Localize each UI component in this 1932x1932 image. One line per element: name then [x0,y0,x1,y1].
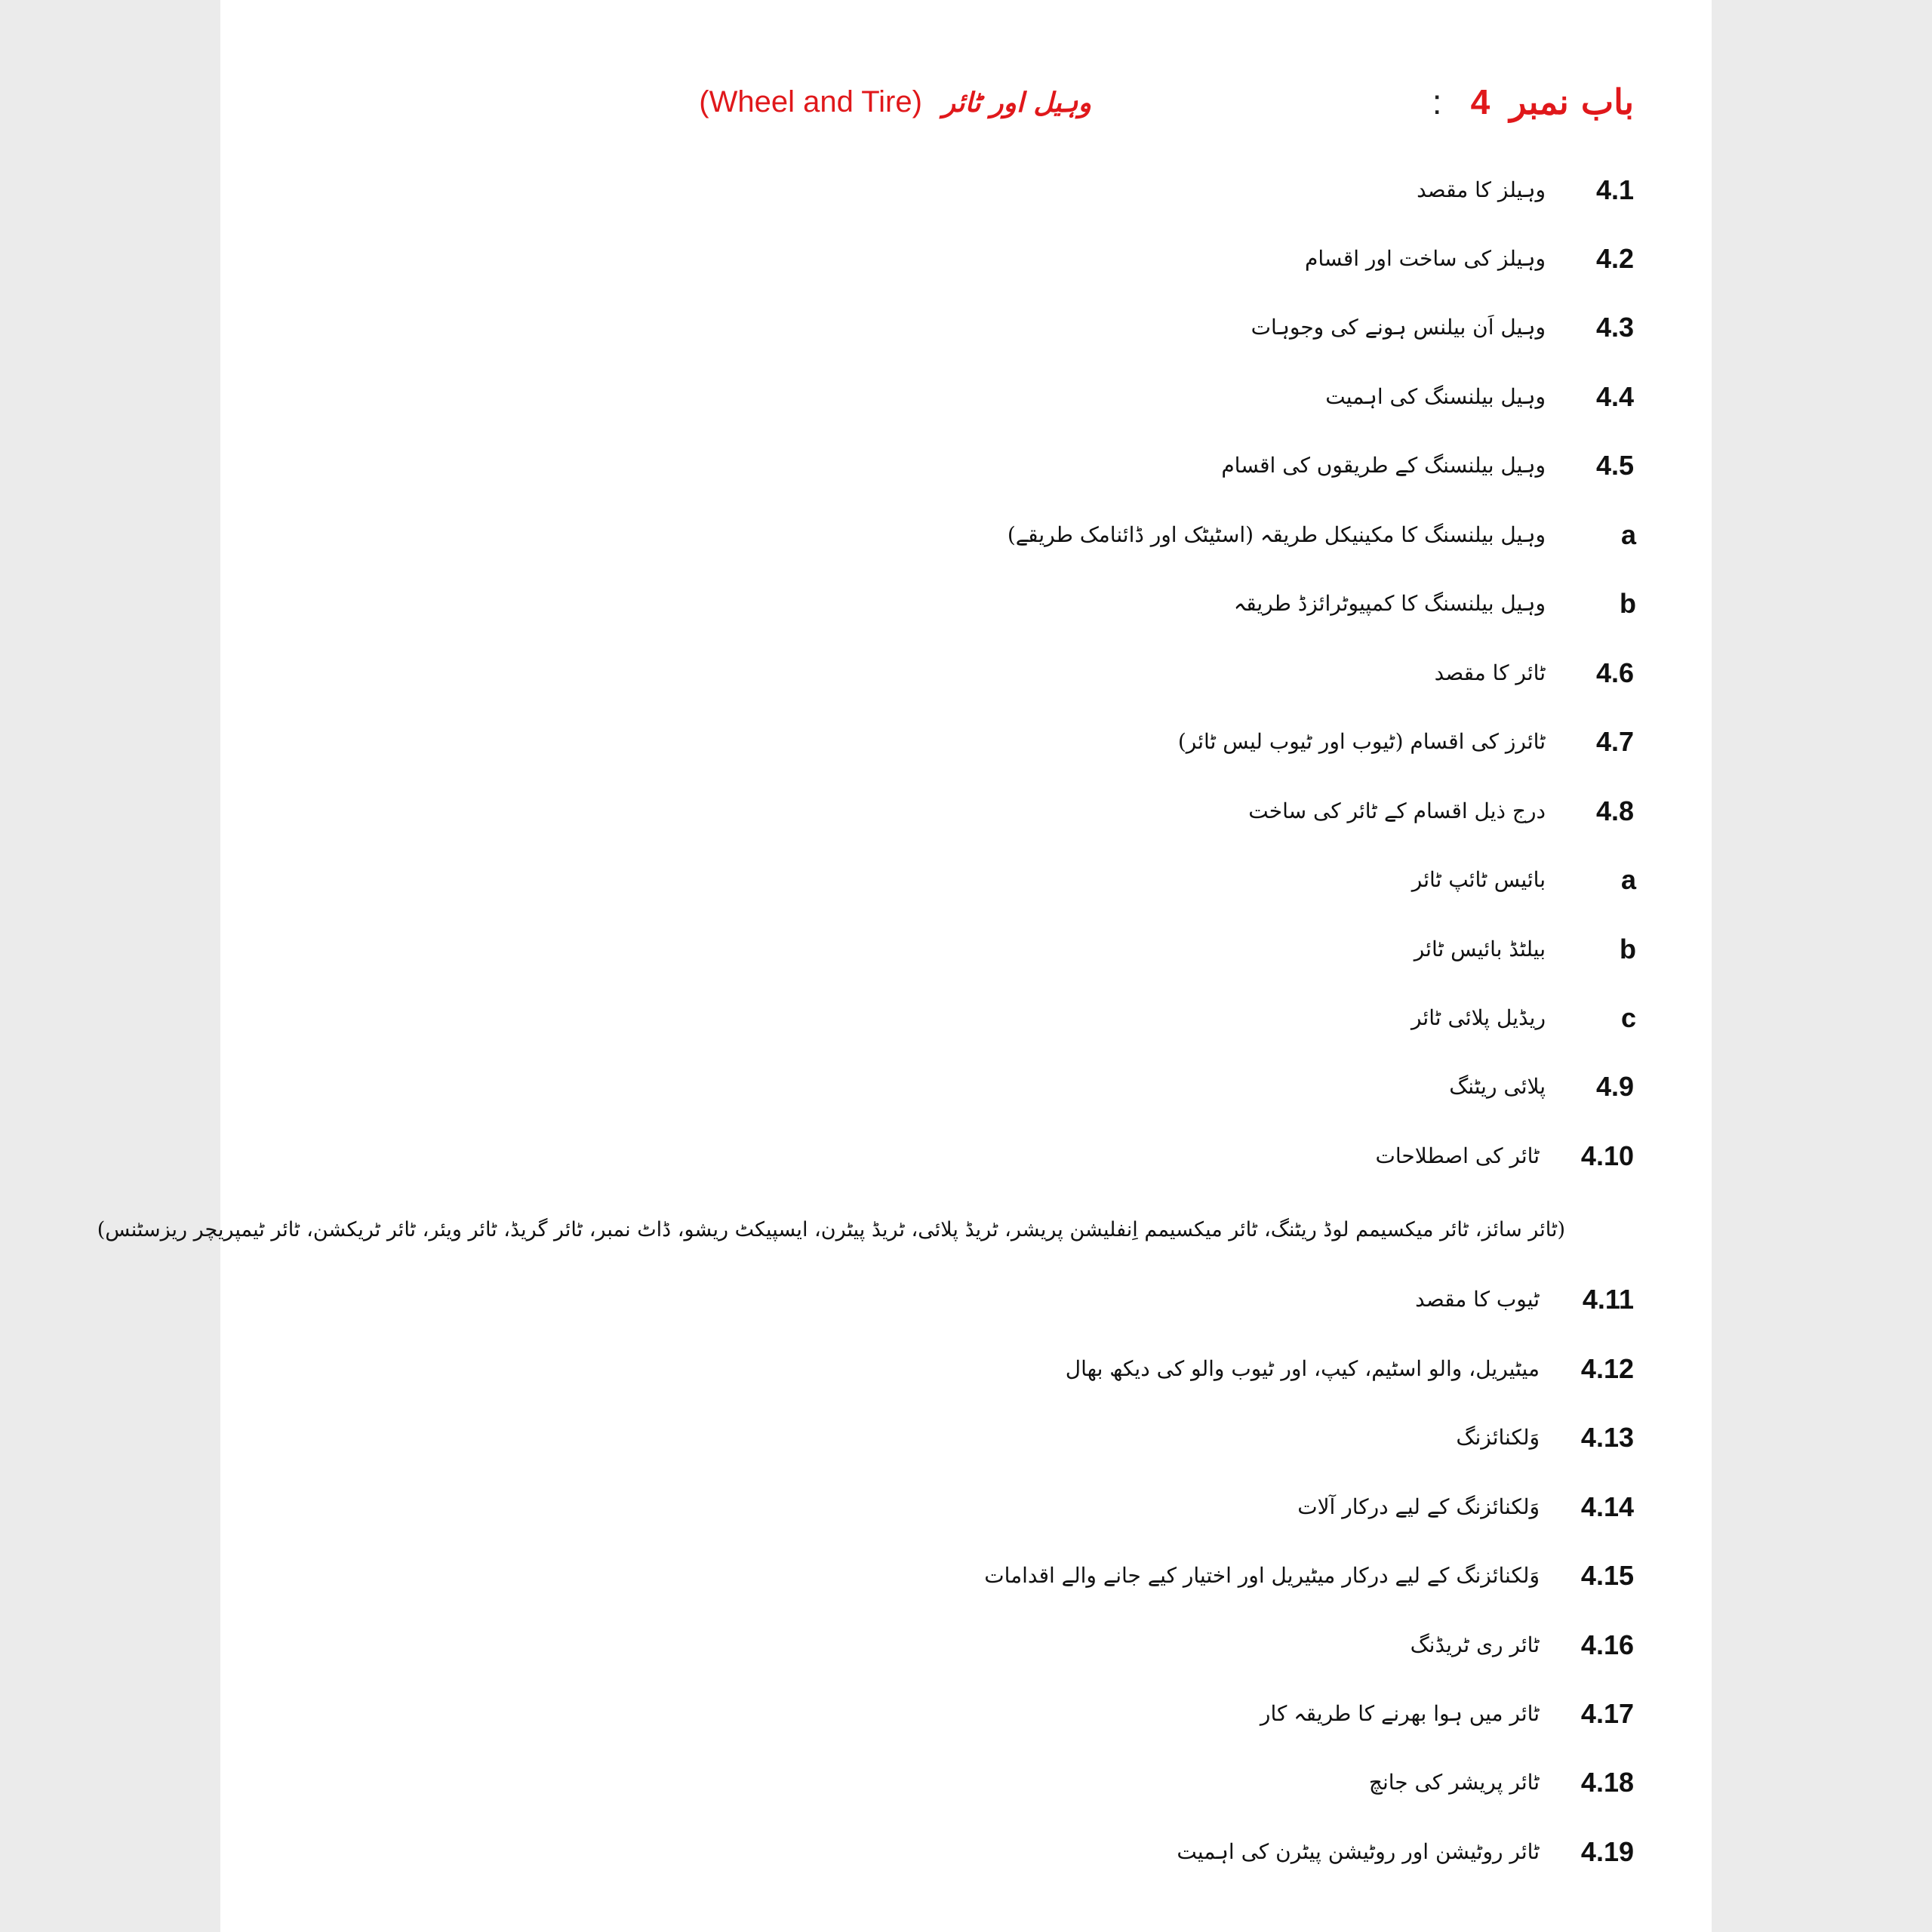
toc-text: ٹائر پریشر کی جانچ [1368,1770,1540,1795]
toc-number: 4.12 [1580,1353,1634,1384]
toc-number: 4.13 [1580,1422,1634,1453]
toc-text: ٹیوب کا مقصد [1415,1287,1540,1312]
chapter-colon: : [1432,82,1442,122]
toc-text: وہیل اَن بیلنس ہونے کی وجوہات [1251,315,1546,340]
toc-item [220,305,1712,350]
toc-item [220,719,1712,764]
toc-item [220,1484,1712,1530]
toc-number: 4.17 [1580,1698,1634,1729]
toc-number: 4.3 [1595,312,1634,343]
toc-item [220,1415,1712,1460]
toc-text: درج ذیل اقسام کے ٹائر کی ساخت [1248,798,1546,823]
chapter-label: باب نمبر [1509,82,1634,122]
toc-text: وَلکنائزنگ کے لیے درکار میٹیریل اور اختیار کیے جانے والے اقدامات [984,1563,1540,1588]
toc-item [220,1760,1712,1805]
toc-item [220,443,1712,488]
toc-number: 4.5 [1595,450,1634,481]
toc-subitem [220,581,1712,626]
toc-text: وہیلز کا مقصد [1417,177,1546,202]
toc-letter: a [1620,519,1636,550]
toc-text: وہیلز کی ساخت اور اقسام [1305,246,1546,271]
toc-subitem [220,512,1712,558]
toc-number: 4.8 [1595,795,1634,826]
toc-item [220,1064,1712,1109]
toc-text: وَلکنائزنگ [1456,1425,1540,1450]
toc-number: 4.10 [1580,1140,1634,1171]
chapter-subject [699,85,1091,119]
chapter-number: 4 [1470,82,1491,122]
toc-text: بائیس ٹائپ ٹائر [1411,867,1546,892]
toc-text: وہیل بیلنسنگ کی اہمیت [1325,384,1546,409]
toc-item [220,374,1712,420]
toc-item [220,1553,1712,1598]
toc-number: 4.9 [1595,1071,1634,1102]
toc-item [220,1623,1712,1668]
chapter-header [220,82,1712,134]
toc-subitem [220,857,1712,903]
toc-subitem [220,995,1712,1041]
tire-terms-note: (ٹائر سائز، ٹائر میکسیمم لوڈ ریٹنگ، ٹائر میکسیمم اِنفلیشن پریشر، ٹریڈ پلائی، ٹریڈ پیٹرن، ایسپیکٹ ریشو، ڈاٹ نمبر، ٹائر گریڈ، ٹائر ویئر، ٹائر ٹریکشن، ٹائر ٹیمپریچر ریزسٹنس) [97,1218,1565,1241]
toc-item [220,789,1712,834]
toc-letter: a [1620,864,1636,895]
toc-item [220,651,1712,696]
toc-letter: c [1620,1002,1636,1033]
toc-text: وہیل بیلنسنگ کے طریقوں کی اقسام [1221,453,1546,478]
toc-text: میٹیریل، والو اسٹیم، کیپ، اور ٹیوب والو کی دیکھ بھال [1065,1356,1540,1381]
toc-text: ٹائرز کی اقسام (ٹیوب اور ٹیوب لیس ٹائر) [1177,729,1546,754]
toc-number: 4.4 [1595,381,1634,412]
toc-number: 4.11 [1582,1284,1634,1315]
toc-text: بیلٹڈ بائیس ٹائر [1414,937,1546,961]
toc-item [220,1277,1712,1322]
toc-letter: b [1620,934,1636,964]
toc-text: ٹائر میں ہوا بھرنے کا طریقہ کار [1260,1701,1540,1726]
toc-item [220,1134,1712,1179]
toc-text: وَلکنائزنگ کے لیے درکار آلات [1297,1494,1540,1519]
toc-number: 4.7 [1595,726,1634,757]
toc-text: ٹائر کا مقصد [1434,660,1546,685]
toc-number: 4.6 [1595,657,1634,688]
toc-number: 4.18 [1580,1767,1634,1798]
chapter-subject-urdu: وہیل اور ٹائر [942,87,1091,118]
toc-text: وہیل بیلنسنگ کا کمپیوٹرائزڈ طریقہ [1233,591,1546,616]
toc-item [220,1691,1712,1737]
toc-item [220,168,1712,213]
toc-letter: b [1620,588,1636,619]
toc-item [220,1829,1712,1875]
toc-number: 4.15 [1580,1560,1634,1591]
toc-number: 4.2 [1595,243,1634,274]
document-page [97,0,1712,1932]
toc-text: وہیل بیلنسنگ کا مکینیکل طریقہ (اسٹیٹک اور ڈائنامک طریقے) [1007,522,1546,547]
toc-number: 4.16 [1580,1629,1634,1660]
chapter-subject-english: (Wheel and Tire) [699,85,922,118]
toc-number: 4.1 [1595,174,1634,205]
toc-text: ٹائر ری ٹریڈنگ [1410,1632,1540,1657]
toc-number: 4.14 [1580,1491,1634,1522]
toc-item [220,1346,1712,1392]
toc-number: 4.19 [1580,1836,1634,1867]
toc-text: ٹائر روٹیشن اور روٹیشن پیٹرن کی اہمیت [1177,1839,1540,1864]
toc-text: ریڈیل پلائی ٹائر [1411,1005,1546,1030]
toc-item [220,236,1712,281]
toc-text: ٹائر کی اصطلاحات [1375,1143,1540,1168]
chapter-heading [1432,82,1634,122]
toc-subitem [220,927,1712,972]
toc-text: پلائی ریٹنگ [1449,1074,1546,1099]
